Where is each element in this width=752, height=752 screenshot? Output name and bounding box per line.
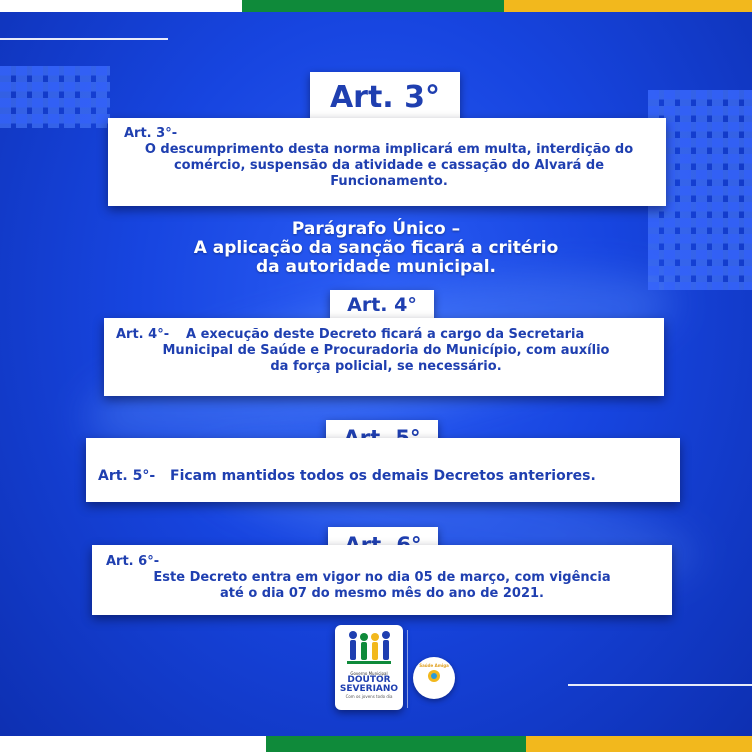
stripe-yellow [504,0,752,12]
art6-text-line1: Este Decreto entra em vigor no dia 05 de março, com vigência [153,570,611,585]
art4-label: Art. 4°- [116,327,170,342]
paragrafo-title: Parágrafo Único – [291,219,461,239]
people-icon [345,629,393,665]
decor-line [0,38,168,40]
logo-slogan: Com os jovens todo dia [345,694,393,699]
art4-text-line2: Municipal de Saúde e Procuradoria do Município, com auxílio [162,343,610,358]
health-seal-logo [413,657,455,699]
art5-card [86,438,680,502]
art4-text-line1: A execução deste Decreto ficará a cargo da Secretaria [186,327,585,342]
art6-card [92,545,672,615]
art6-label: Art. 6°- [106,554,160,569]
logo-name-line2: SEVERIANO [339,684,399,694]
top-color-stripe [0,0,752,12]
art3-tag: Art. 3° [310,72,460,124]
art3-label: Art. 3°- [124,126,178,141]
art6-text-line2: até o dia 07 do mesmo mês do ano de 2021. [220,586,544,601]
art5-label: Art. 5°- [98,468,156,484]
municipal-logo [335,625,403,710]
stripe-green [266,736,526,752]
art4-tag: Art. 4° [330,290,434,320]
dot-grid-decoration [0,66,110,128]
decor-line [568,684,752,686]
art4-card [104,318,664,396]
seal-text: Saúde Amiga [419,663,449,668]
art5-text: Ficam mantidos todos os demais Decretos anteriores. [170,468,596,484]
stripe-yellow [526,736,752,752]
art3-text: O descumprimento desta norma implicará em multa, interdição do comércio, suspensão da atividade e cassação do Alvará de Funcionamento. [144,142,634,189]
bottom-color-stripe [0,736,752,752]
logo-name-line1: DOUTOR [347,675,391,685]
art4-text-line3: da força policial, se necessário. [270,359,502,374]
paragrafo-line2: da autoridade municipal. [256,257,496,277]
stripe-green [242,0,504,12]
paragrafo-line1: A aplicação da sanção ficará a critério [193,238,559,258]
sun-icon [424,668,444,684]
logo-divider [407,630,408,708]
stripe-white [0,0,242,12]
art3-card [108,118,666,206]
stripe-white [0,736,266,752]
logo-top-text: Governo Municipal [350,671,388,676]
